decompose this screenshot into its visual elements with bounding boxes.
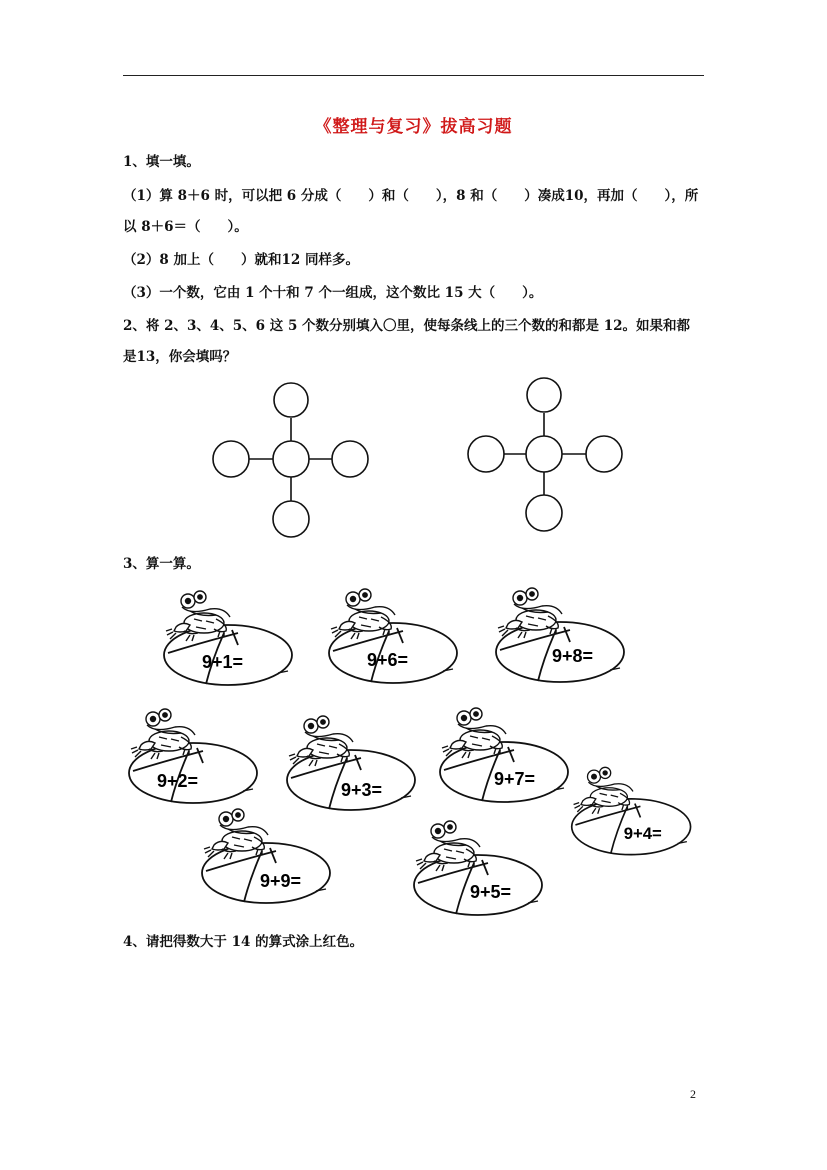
pad-equation: 9+6= <box>367 650 409 670</box>
blank-circle <box>526 495 562 531</box>
pad-equation: 9+2= <box>157 771 199 791</box>
q1-item3: （3）一个数，它由 1 个十和 7 个一组成，这个数比 15 大（ ）。 <box>123 285 543 301</box>
pad-equation: 9+5= <box>470 882 512 902</box>
blank-circle <box>273 501 309 537</box>
q1-item2: （2）8 加上（ ）就和12 同样多。 <box>123 252 359 268</box>
blank-circle <box>274 383 308 417</box>
cross-diagram-right <box>460 372 640 542</box>
q1-item1-line2: 以 8＋6＝（ ）。 <box>123 219 248 235</box>
blank-circle <box>332 441 368 477</box>
frog-pad <box>325 583 465 688</box>
q2-line1: 2、将 2、3、4、5、6 这 5 个数分别填入〇里，使每条线上的三个数的和都是 12。如果和都 <box>123 318 691 334</box>
frog-pad <box>436 702 576 807</box>
pad-equation: 9+4= <box>623 823 662 843</box>
frog-pad <box>492 582 632 687</box>
header-rule <box>123 75 704 76</box>
frog-pad <box>410 815 550 920</box>
frog-pad <box>198 803 338 908</box>
q4-text: 4、请把得数大于 14 的算式涂上红色。 <box>123 934 364 950</box>
cross-diagram-left <box>205 378 385 543</box>
frog-pad <box>160 585 300 690</box>
q2-line2: 是13，你会填吗？ <box>123 349 237 365</box>
frog-pad <box>283 710 423 815</box>
blank-circle <box>213 441 249 477</box>
page-title: 《整理与复习》拔高习题 <box>314 117 513 137</box>
pad-equation: 9+8= <box>552 646 594 666</box>
blank-circle <box>527 378 561 412</box>
blank-circle <box>526 436 562 472</box>
pad-equation: 9+3= <box>341 780 383 800</box>
q3-heading: 3、算一算。 <box>123 556 200 572</box>
pad-equation: 9+9= <box>260 871 302 891</box>
blank-circle <box>273 441 309 477</box>
blank-circle <box>586 436 622 472</box>
q1-item1-line1: （1）算 8＋6 时，可以把 6 分成（ ）和（ ），8 和（ ）凑成10，再加（ ），所 <box>123 188 699 204</box>
pad-equation: 9+1= <box>202 652 244 672</box>
frog-pad <box>568 758 698 863</box>
blank-circle <box>468 436 504 472</box>
q1-heading: 1、填一填。 <box>123 154 200 170</box>
frog-pad <box>125 703 265 808</box>
page-number: 2 <box>690 1087 696 1101</box>
pad-equation: 9+7= <box>494 769 536 789</box>
